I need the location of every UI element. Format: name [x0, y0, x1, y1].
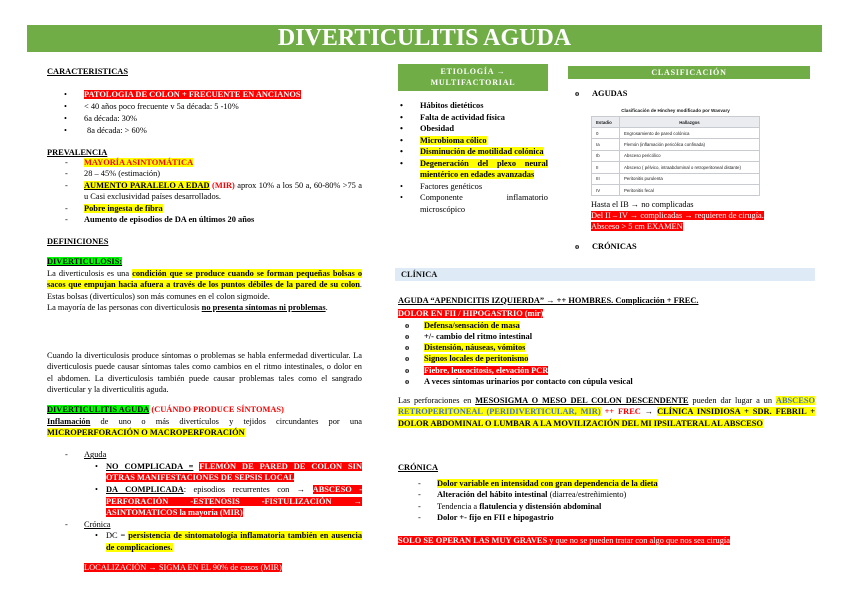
definiciones-section [47, 236, 362, 314]
caracteristicas-list [47, 89, 362, 137]
prevalencia-aumento-text: aprox 10% a los 50 a, 60-80% >75 a u Casi exclusividad países desarrollados. [84, 180, 363, 201]
list-item [420, 100, 548, 112]
enfermedad-diverticular-paragraph: Cuando la diverticulosis produce síntomas o problemas se habla enfermedad diverticular. La diverticulosis puede causar síntomas tales como cambios en el ritmo intestinales, o dolor en el abdomen. La diverticulosis también puede causar problemas tales como el sangrado diverticular y la diverticulitis aguda. [47, 350, 362, 394]
list-item [84, 214, 362, 226]
text-run: La mayoría de las personas con diverticulosis [47, 303, 202, 312]
cronica-list [398, 478, 815, 524]
table-row [592, 162, 760, 173]
complicada-label: DA COMPLICADA [106, 485, 184, 495]
absceso-retroperitoneal: ABSCESO RETROPERITONEAL (PERIDIVERTICULAR, MIR) [398, 395, 815, 416]
da-note: (CUÁNDO PRODUCE SÍNTOMAS) [151, 405, 284, 414]
dc-label: DC = [106, 531, 129, 541]
table-cell: II [592, 162, 620, 173]
emphasis-run: no presenta síntomas ni problemas [201, 303, 326, 312]
definiciones-heading: DEFINICIONES [47, 237, 109, 246]
table-cell: Ib [592, 150, 620, 161]
caracteristica-8a-decada: 8a década: > 60% [87, 125, 147, 135]
title-banner [27, 25, 822, 52]
signo-item: Defensa/sensación de masa [424, 320, 520, 330]
signo-item: Distensión, náuseas, vómitos [424, 343, 526, 353]
list-item [106, 484, 362, 519]
text-run: de uno o más divertículos y tejidos circundantes por una [90, 416, 362, 426]
table-cell: Peritonitis purulenta [620, 173, 760, 184]
table-row [592, 184, 760, 195]
caracteristica-patologia: PATOLOGIA DE COLON + FRECUENTE EN ANCIANOS [84, 89, 301, 99]
table-cell: Absceso ( pélvico, intraabdominal o retroperitoneal distante) [620, 162, 760, 173]
text-run: Inflamación [47, 416, 91, 426]
caracteristicas-section [47, 66, 362, 137]
no-complicada-label: NO COMPLICADA = [106, 461, 194, 471]
etiologia-item: Disminución de motilidad colónica [420, 147, 544, 156]
column-header: Hallazgos [620, 117, 760, 128]
list-item [420, 112, 548, 124]
table-row [592, 128, 760, 139]
signo-item: +/- cambio del ritmo intestinal [424, 331, 533, 341]
mir-tag: (MIR) [212, 180, 235, 190]
clinica-bar [395, 268, 815, 281]
cronica-sublist [84, 530, 362, 553]
inflamacion-paragraph [47, 416, 362, 439]
table-cell: Flemón (inflamación pericólica confinada) [620, 139, 760, 150]
list-item [437, 501, 815, 513]
list-item [84, 180, 362, 203]
complicadas-line: Del II – IV → complicadas → requieren de cirugía. [591, 210, 764, 220]
clasificacion-title: CLASIFICACIÓN [651, 68, 727, 77]
diverticulosis-label: DIVERTICULOSIS: [47, 257, 123, 266]
etiologia-list [398, 100, 548, 215]
page-title: DIVERTICULITIS AGUDA [277, 25, 572, 51]
list-item [84, 449, 362, 519]
caracteristica-menores-40: < 40 años poco frecuente v 5a década: 5 -10% [84, 101, 239, 111]
cronica-label: Crónica [84, 519, 111, 529]
list-item [424, 342, 815, 353]
asintomatica-paragraph [47, 302, 362, 314]
caracteristicas-heading: CARACTERISTICAS [47, 67, 128, 76]
localizacion-row [84, 562, 362, 574]
prevalencia-list [47, 157, 362, 226]
list-item [84, 157, 362, 169]
list-item [437, 512, 815, 524]
list-item [437, 489, 815, 501]
highlight-run: MICROPERFORACIÓN O MACROPERFORACIÓN [47, 428, 245, 438]
etiologia-item: Obesidad [420, 124, 454, 133]
table-row [592, 173, 760, 184]
text-run: . Estas bolsas (divertículos) son más comunes en el colon sigmoide. [47, 280, 362, 301]
diverticulosis-paragraph [47, 268, 362, 303]
table-cell: IV [592, 184, 620, 195]
signo-item: A veces síntomas urinarios por contacto con cúpula vesical [424, 376, 633, 386]
list-item [420, 123, 548, 135]
signos-list [398, 320, 815, 388]
signo-item: Fiebre, leucocitosis, elevación PCR [424, 365, 549, 375]
dolor-text: DOLOR EN FII / HIPOGASTRIO (mir) [398, 308, 544, 318]
etiologia-subtitle: MULTIFACTORIAL [430, 78, 516, 87]
tipos-list [47, 449, 362, 553]
table-cell: Engrosamiento de pared colónica [620, 128, 760, 139]
list-item [84, 89, 362, 101]
list-item [84, 125, 362, 137]
prevalencia-estimacion: 28 – 45% (estimación) [84, 169, 161, 178]
list-item [84, 113, 362, 125]
list-item [424, 331, 815, 342]
etiologia-item: Componente inflamatorio microscópico [420, 193, 548, 214]
prevalencia-heading: PREVALENCIA [47, 148, 108, 157]
hasta-ib-text: Hasta el IB → no complicadas [591, 199, 694, 209]
absceso-line: Absceso > 5 cm EXAMEN [591, 222, 683, 231]
list-item [424, 365, 815, 376]
cronica-item: flatulencia y distensión abdominal [479, 501, 602, 511]
list-item [437, 478, 815, 490]
table-row [592, 150, 760, 161]
aguda-heading: AGUDA “APENDICITIS IZQUIERDA” → ++ HOMBRES. Complicación + FREC. [398, 295, 699, 305]
list-item [84, 168, 362, 180]
etiologia-title: ETIOLOGÍA → [440, 67, 506, 76]
table-cell: 0 [592, 128, 620, 139]
table-cell: Absceso pericólico [620, 150, 760, 161]
prevalencia-fibra: Pobre ingesta de fibra [84, 203, 163, 213]
diverticulitis-aguda-section [47, 404, 362, 554]
list-item [420, 181, 548, 193]
list-item [424, 353, 815, 364]
signo-item: Signos locales de peritonismo [424, 354, 529, 364]
table-row [592, 139, 760, 150]
cronica-item: Alteración del hábito intestinal [437, 490, 548, 499]
solo-graves-text: SOLO SE OPERAN LAS MUY GRAVES [398, 535, 548, 545]
prevalencia-aumento-label: AUMENTO PARALELO A EDAD [84, 180, 210, 190]
text-run: pueden dar lugar a un [688, 395, 776, 405]
caracteristica-6a-decada: 6a década: 30% [84, 113, 138, 123]
localizacion-text: LOCALIZACIÓN → SIGMA EN EL 90% de casos (MIR) [84, 563, 282, 572]
prevalencia-asintomatica: MAYORÍA ASINTOMÁTICA [84, 157, 194, 167]
table-cell: Peritonitis fecal [620, 184, 760, 195]
list-item [84, 101, 362, 113]
text-run: : episodios recurrentes con → [183, 485, 313, 495]
text-run: Tendencia a [437, 501, 480, 511]
cronica-heading: CRÓNICA [398, 462, 439, 472]
hinchey-table [591, 116, 760, 196]
da-label: DIVERTICULITIS AGUDA [47, 405, 150, 414]
solo-graves-row [398, 535, 815, 547]
list-item [420, 192, 548, 215]
prevalencia-section [47, 147, 362, 226]
list-item [420, 146, 548, 158]
etiologia-item: Hábitos dietéticos [420, 101, 484, 110]
list-item [84, 519, 362, 554]
cronicas-label: o CRÓNICAS [592, 241, 637, 253]
etiologia-header [398, 64, 548, 91]
list-item [106, 461, 362, 484]
text-run: . [325, 303, 328, 312]
etiologia-item: Factores genéticos [420, 181, 483, 191]
diverticulitis-aguda-heading [47, 404, 362, 416]
highlight-run: CLÍNICA INSIDIOSA + SDR. FEBRIL + DOLOR ABDOMINAL O LUMBAR A LA MOVILIZACIÓN DEL MI IPSILATERAL AL ABSCESO [398, 407, 816, 428]
cronica-item: Dolor variable en intensidad con gran dependencia de la dieta [437, 478, 658, 488]
solo-graves-note: y que no se pueden tratar con algo que nos sea cirugía [547, 535, 730, 545]
text-run: (diarrea/estreñimiento) [547, 490, 627, 499]
highlight-run: condición que se produce cuando se forman pequeñas bolsas o sacos que empujan hacia afuera a través de los puntos débiles de la pared de su colon [47, 268, 363, 289]
text-run: → [640, 407, 658, 416]
cronica-item: Dolor +- fijo en FII e hipogastrio [437, 513, 554, 522]
aguda-label: Aguda [84, 450, 107, 460]
list-item [424, 376, 815, 387]
perforaciones-paragraph [398, 395, 815, 430]
etiologia-item: Degeneración del plexo neural mientérico en edades avanzadas [420, 158, 548, 179]
table-cell: Ia [592, 139, 620, 150]
dolor-row [398, 308, 815, 320]
clinica-title: CLÍNICA [401, 270, 438, 279]
column-header: Estadio [592, 117, 620, 128]
text-run: La diverticulosis es una [47, 268, 133, 278]
etiologia-item: Falta de actividad física [420, 112, 505, 122]
list-item [84, 203, 362, 215]
diverticulosis-label-row [47, 256, 362, 268]
no-complicada-text: FLEMÓN DE PARED DE COLON SIN OTRAS MANIFESTACIONES DE SEPSIS LOCAL [106, 461, 362, 483]
frec-tag: ++ FREC [600, 407, 641, 416]
emphasis-run: MESOSIGMA O MESO DEL COLON DESCENDENTE [475, 395, 689, 405]
hinchey-table-figure [591, 103, 760, 196]
complicada-text: ABSCESO - PERFORACIÓN -ESTENOSIS -FISTULIZACIÓN → ASINTOMATICOS la mayoría (MIR) [106, 485, 362, 518]
table-header-row [592, 117, 760, 128]
aguda-sublist [84, 461, 362, 519]
list-item [424, 320, 815, 331]
list-item [420, 135, 548, 147]
clasificacion-header [568, 66, 810, 79]
table-cell: III [592, 173, 620, 184]
etiologia-item: Microbioma cólico [420, 135, 487, 145]
list-item [420, 158, 548, 181]
agudas-label: o AGUDAS [592, 88, 627, 100]
list-item [106, 530, 362, 553]
text-run: Las perforaciones en [398, 395, 476, 405]
prevalencia-episodios: Aumento de episodios de DA en últimos 20 años [84, 215, 255, 224]
table-caption: Clasificación de Hinchey modificado por Wasvary [621, 108, 730, 113]
complicadas-block [591, 210, 813, 233]
dc-text: persistencia de sintomatología inflamatoria también en ausencia de complicaciones. [106, 531, 363, 553]
